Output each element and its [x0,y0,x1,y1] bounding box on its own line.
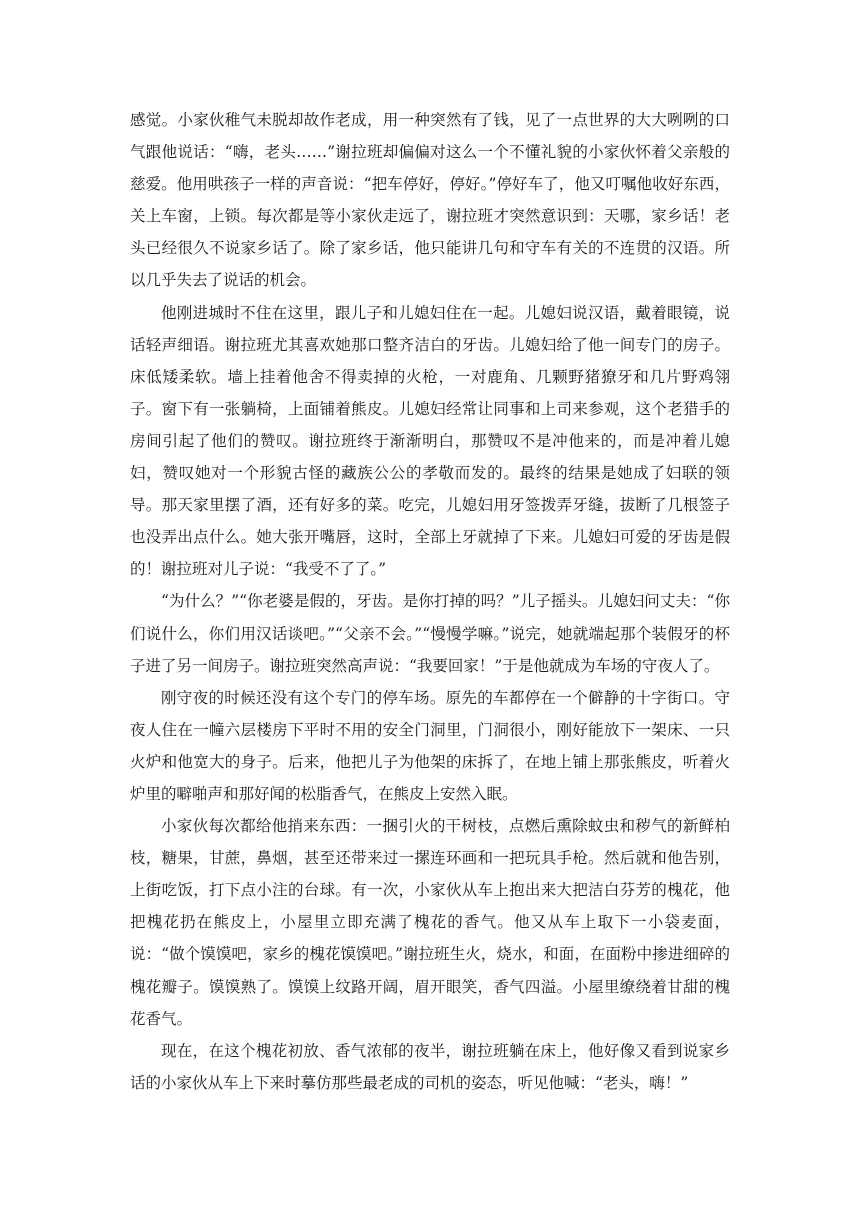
paragraph-3: “为什么？”“你老婆是假的，牙齿。是你打掉的吗？”儿子摇头。儿媳妇问丈夫：“你们说什么，你们用汉话谈吧。”“父亲不会。”“慢慢学嘛。”说完，她就端起那个装假牙的杯子进了另一间房子。谢拉班突然高声说：“我要回家！”于是他就成为车场的守夜人了。 [130,592,730,675]
paragraph-1: 感觉。小家伙稚气未脱却故作老成，用一种突然有了钱，见了一点世界的大大咧咧的口气跟他说话：“嗨，老头……”谢拉班却偏偏对这么一个不懂礼貌的小家伙怀着父亲般的慈爱。他用哄孩子一样的声音说：“把车停好，停好。”停好车了，他又叮嘱他收好东西，关上车窗，上锁。每次都是等小家伙走远了，谢拉班才突然意识到：天哪，家乡话！老头已经很久不说家乡话了。除了家乡话，他只能讲几句和守车有关的不连贯的汉语。所以几乎失去了说话的机会。 [130,111,730,290]
paragraph-2: 他刚进城时不住在这里，跟儿子和儿媳妇住在一起。儿媳妇说汉语，戴着眼镜，说话轻声细语。谢拉班尤其喜欢她那口整齐洁白的牙齿。儿媳妇给了他一间专门的房子。床低矮柔软。墙上挂着他舍不得卖掉的火枪，一对鹿角、几颗野猪獠牙和几片野鸡翎子。窗下有一张躺椅，上面铺着熊皮。儿媳妇经常让同事和上司来参观，这个老猎手的房间引起了他们的赞叹。谢拉班终于渐渐明白，那赞叹不是冲他来的，而是冲着儿媳妇，赞叹她对一个形貌古怪的藏族公公的孝敬而发的。最终的结果是她成了妇联的领导。那天家里摆了酒，还有好多的菜。吃完，儿媳妇用牙签拨弄牙缝，拔断了几根签子也没弄出点什么。她大张开嘴唇，这时，全部上牙就掉了下来。儿媳妇可爱的牙齿是假的！谢拉班对儿子说：“我受不了了。” [130,303,730,579]
paragraph-5: 小家伙每次都给他捎来东西：一捆引火的干树枝，点燃后熏除蚊虫和秽气的新鲜柏枝，糖果，甘蔗，鼻烟，甚至还带来过一摞连环画和一把玩具手枪。然后就和他告别，上街吃饭，打下点小注的台球。有一次，小家伙从车上抱出来大把洁白芬芳的槐花，他把槐花扔在熊皮上，小屋里立即充满了槐花的香气。他又从车上取下一小袋麦面，说：“做个馍馍吧，家乡的槐花馍馍吧。”谢拉班生火，烧水，和面，在面粉中掺进细碎的槐花瓣子。馍馍熟了。馍馍上纹路开阔，眉开眼笑，香气四溢。小屋里缭绕着甘甜的槐花香气。 [130,817,730,1028]
document-page [130,104,730,1099]
paragraph-6: 现在，在这个槐花初放、香气浓郁的夜半，谢拉班躺在床上，他好像又看到说家乡话的小家伙从车上下来时摹仿那些最老成的司机的姿态，听见他喊：“老头，嗨！” [130,1041,730,1092]
paragraph-4: 刚守夜的时候还没有这个专门的停车场。原先的车都停在一个僻静的十字街口。守夜人住在一幢六层楼房下平时不用的安全门洞里，门洞很小，刚好能放下一架床、一只火炉和他宽大的身子。后来，他把儿子为他架的床拆了，在地上铺上那张熊皮，听着火炉里的噼啪声和那好闻的松脂香气，在熊皮上安然入眠。 [130,688,730,803]
